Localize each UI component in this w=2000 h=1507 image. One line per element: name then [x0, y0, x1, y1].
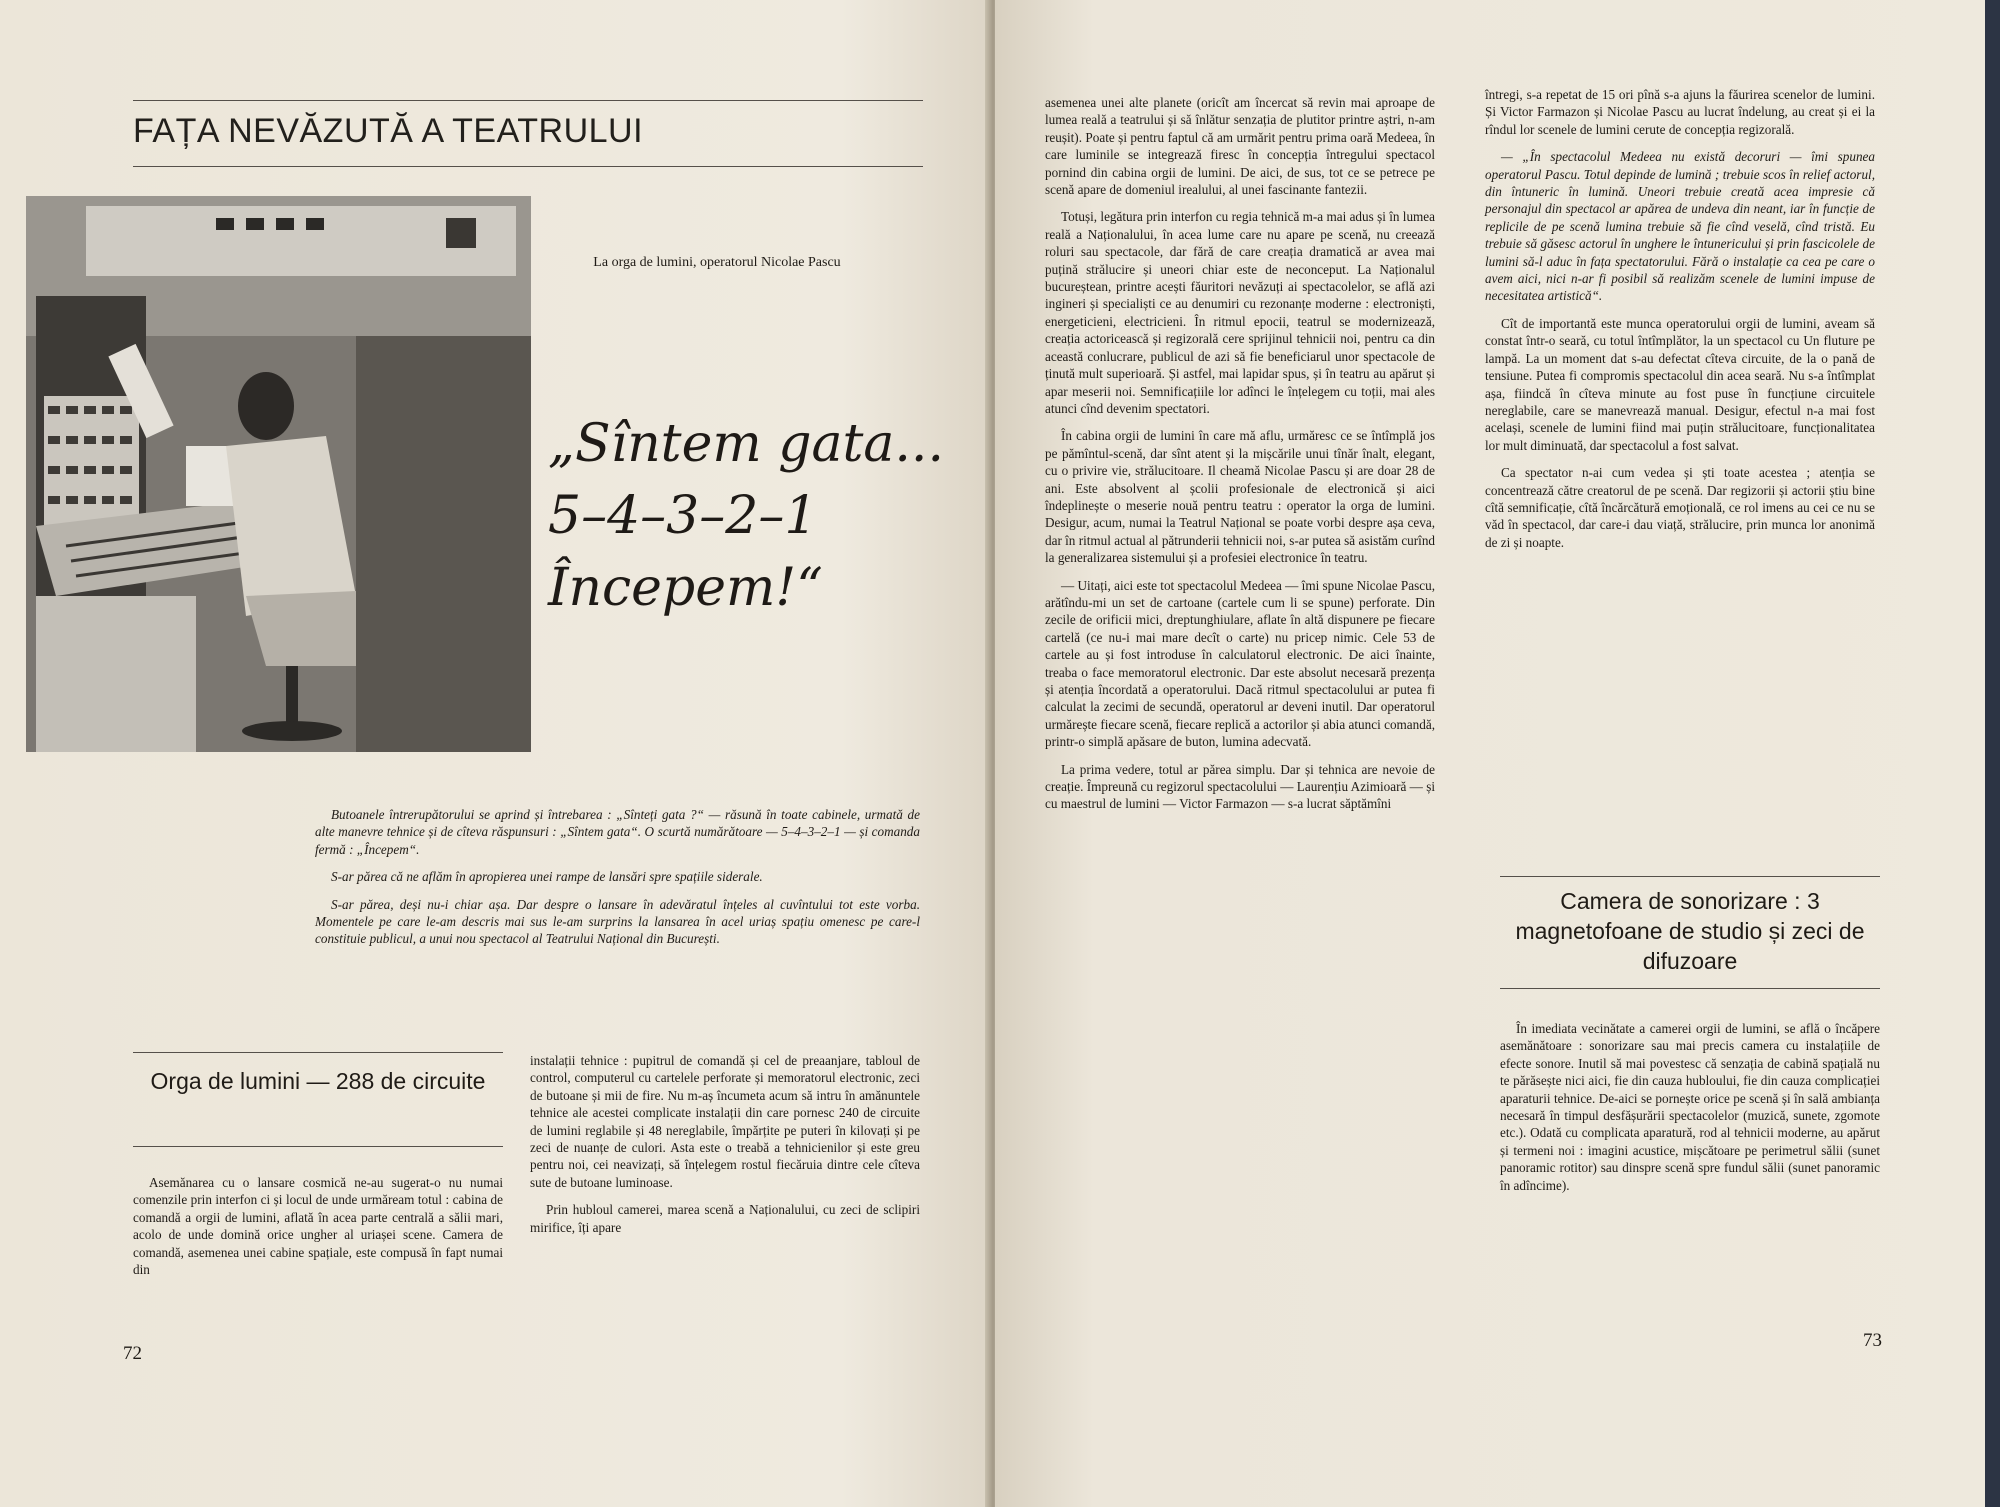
body-paragraph: Asemănarea cu o lansare cosmică ne-au sugerat-o nu numai comenzile prin interfon ci și locul de unde urmăream totul : cabina de comandă a orgii de lumini, aflată în acea parte centrală a sălii mari, acolo de unde domină orice ungher al uriașei scene. Camera de comandă, asemenea unei cabine spațiale, este compusă în fapt numai din — [133, 1175, 503, 1278]
photo-caption: La orga de lumini, operatorul Nicolae Pascu — [593, 255, 841, 270]
quote-line-3: Începem!“ — [548, 558, 823, 618]
sonorizare-subhead: Camera de sonorizare : 3 magnetofoane de studio și zeci de difuzoare — [1515, 888, 1865, 974]
body-paragraph: — Uitați, aici este tot spectacolul Medeea — îmi spune Nicolae Pascu, arătîndu-mi un set de cartoane (cartele cum li se spune) perforate. Din zecile de orificii mici, dreptunghiulare, aflate în altă dispunere pe fiecare cartelă (ce nu-i mai mare decît o carte) nu pricep nimic. Cele 53 de cartele au și fost introduse în calculatorul electronic. De aici înainte, treaba o face memoratorul electronic. Dar este absolut necesară prezența și atenția încordată a operatorului. Dacă ritmul spectacolului ar putea fi calculat la zecimi de secundă, operatorul ar deveni inutil. Dar operatorul urmărește fiecare scenă, fiecare replică a actorilor și abia atunci comandă, printr-o simplă apăsare de buton, lumina adecvată. — [1045, 577, 1435, 750]
right-page — [995, 0, 1985, 1507]
intro-paragraph: S-ar părea, deși nu-i chiar așa. Dar despre o lansare în adevăratul înțeles al cuvîntului tot este vorba. Momentele pe care le-am descris mai sus le-am surprins la lansarea în acel uriaș spațiu omenesc pe care-l constituie publicul, a unui nou spectacol al Teatrului Național din București. — [315, 896, 920, 947]
left-column-1 — [133, 1174, 503, 1288]
title-rule-bottom — [133, 166, 923, 167]
subhead-rule-bottom — [133, 1146, 503, 1147]
quote-title — [548, 408, 978, 624]
quote-line-1: „Sîntem gata... — [548, 414, 944, 474]
body-paragraph: asemenea unei alte planete (oricît am încercat să revin mai aproape de lumea reală a teatrului și să înlătur senzația de plutitor printre aștri, n-am reușit). Poate și pentru faptul că am urmărit pentru prima oară Medeea, în care luminile se integrează firesc în concepția întregului spectacol pornind din cabina orgii de lumini. De aici, de sus, tot ce se petrece pe scenă apare de domeniul irealului, al unei fascinante fantezii. — [1045, 95, 1435, 198]
subhead-rule-top — [1500, 876, 1880, 877]
operator-photo — [26, 196, 531, 752]
body-paragraph: La prima vedere, totul ar părea simplu. Dar și tehnica are nevoie de creație. Împreună cu regizorul spectacolului — Laurențiu Azimioară — și cu maestrul de lumini — Victor Farmazon — s-a lucrat săptămîni — [1045, 761, 1435, 812]
title-rule-top — [133, 100, 923, 101]
body-paragraph: În cabina orgii de lumini în care mă aflu, urmăresc ce se întîmplă jos pe pămîntul-scenă, dar sînt atent și la mișcările unui tînăr înalt, elegant, cu o privire vie, strălucitoare. Il cheamă Nicolae Pascu și are doar 28 de ani. Este absolvent al școlii profesionale de electronică și aici îndeplinește o meserie nouă pentru teatru : operator la orga de lumini. Desigur, acum, numai la Teatrul Național se poate vorbi despre așa ceva, dar în ritmul actual al pătrunderii tehnicii noi, s-ar putea să asistăm curînd la generalizarea sistemului și a profesiei electronice în teatru. — [1045, 428, 1436, 566]
intro-paragraph: Butoanele întrerupătorului se aprind și întrebarea : „Sînteți gata ?“ — răsună în toate cabinele, urmată de alte manevre tehnice și de cîteva răspunsuri : „Sîntem gata“. O scurtă numărătoare — 5–4–3–2–1 — și comanda fermă : „Începem“. — [315, 807, 920, 857]
body-paragraph: Ca spectator n-ai cum vedea și ști toate acestea ; atenția se concentrează către creatorul de pe scenă. Dar regizorii și actorii știu bine cîtă semnificație, cîtă încărcătură emoțională, ce rol imens au cei ce nu se văd în spectacol, dar care-i dau viață, strălucire, prin munca lor anonimă de zi și noapte. — [1485, 465, 1875, 550]
body-paragraph: instalații tehnice : pupitrul de comandă și cel de preaanjare, tabloul de control, computerul cu cartelele perforate și memoratorul electronic, zeci de butoane și mii de fire. Nu m-aș încumeta acum să intru în amănuntele tehnice ale acestei complicate instalații din care pornesc 240 de circuite de lumini reglabile și 48 nereglabile, împărțite pe puteri în kilovați și pe zeci de nuanțe de culori. Asta este o treabă a tehnicienilor și este greu pentru noi, cei neavizați, să înțelegem rostul fiecăruia dintre cele cîteva sute de butoane luminoase. — [530, 1053, 920, 1190]
body-paragraph: — „În spectacolul Medeea nu există decoruri — îmi spunea operatorul Pascu. Totul depinde de lumină ; trebuie scos în relief actorul, din întuneric în lumină. Uneori trebuie creată acea impresie că personajul din spectacol ar apărea de undeva din neant, iar în funcție de replicile de pe scenă lumina trebuie să fie cînd veselă, cînd tristă. Eu trebuie să găsesc actorul în unghere le întunericului și prin fascicolele de lumini să-l aduc în fața spectatorului. Fără o instalație ca cea pe care o avem aici, nici n-ar fi posibil să realizăm scenele de lumini impuse de necesitatea artistică“. — [1485, 149, 1875, 304]
right-column-1 — [1045, 94, 1435, 823]
right-column-3 — [1500, 1020, 1880, 1204]
page-number-left: 72 — [123, 1343, 142, 1364]
left-page — [0, 0, 990, 1507]
body-paragraph: Totuși, legătura prin interfon cu regia tehnică m-a mai adus și în lumea reală a Naționalului, în acea lume care nu apare pe scenă, nu creează roluri sau spectacole, dar fără de care creația dramatică ar avea mai puțină strălucire și uneori chiar este de neconceput. La Naționalul bucureștean, printre acești făuritori nevăzuți ai spectacolelor, se află azi ingineri și specialiști ce au denumiri cu rezonanțe moderne : electroniști, energeticieni, electricieni. În ritmul epocii, teatrul se modernizează, creația actoricească și regizorală cere sprijinul tehnicii noi, pentru ca din această conlucrare, publicul de azi să fie beneficiarul unor spectacole de ținută mult superioară. Și astfel, mai lapidar spus, și în teatru au apărut și apar meserii noi. Semnificațiile lor adînci le înțelegem cu toții, mai ales atunci cînd devenim spectatori. — [1045, 209, 1435, 416]
body-paragraph: În imediata vecinătate a camerei orgii de lumini, se află o încăpere asemănătoare : sonorizare sau mai precis camera cu instalațiile de efecte sonore. Inutil să mai povestesc că senzația de cabină spațială nu te părăsește nici aici, fie din cauza hubloului, fie din cauza complicației aparaturii tehnice. De-aici se pornește orice pe scenă și în sală ambianța necesară în timpul desfășurării spectacolelor (muzică, sunete, zgomote etc.). Odată cu complicata aparatură, rod al tehnicii moderne, au apărut și termeni noi : imagini acustice, mișcătoare pe perimetrul sălii (sunet panoramic rotitor) sau dinspre scenă spre fundul sălii (sunet panoramic în adîncime). — [1500, 1021, 1880, 1193]
book-cover-edge — [1985, 0, 2000, 1507]
section-title: FAȚA NEVĂZUTĂ A TEATRULUI — [133, 112, 644, 150]
orga-subhead: Orga de lumini — 288 de circuite — [150, 1068, 486, 1094]
subhead-rule-top — [133, 1052, 503, 1053]
intro-paragraph: S-ar părea că ne aflăm în apropierea unei rampe de lansări spre spațiile siderale. — [331, 869, 763, 885]
subhead-rule-bottom — [1500, 988, 1880, 989]
body-paragraph: Prin hubloul camerei, marea scenă a Naționalului, cu zeci de sclipiri mirifice, îți apare — [530, 1202, 920, 1235]
page-number-right: 73 — [1863, 1330, 1882, 1351]
quote-line-2: 5–4–3–2–1 — [548, 486, 818, 546]
right-column-2 — [1485, 86, 1875, 561]
intro-text — [315, 806, 920, 958]
body-paragraph: întregi, s-a repetat de 15 ori pînă s-a ajuns la făurirea scenelor de lumini. Și Victor Farmazon și Nicolae Pascu au lucrat îndelung, au creat și ei la rîndul lor scenele de lumini cerute de concepția regizorală. — [1485, 87, 1875, 137]
left-column-2 — [530, 1052, 920, 1246]
body-paragraph: Cît de importantă este munca operatorului orgii de lumini, aveam să constat într-o seară, cu totul întîmplător, la un spectacol cu Un fluture pe lampă. La un moment dat s-au defectat cîteva circuite, de la o pană de tensiune. Putea fi compromis spectacolul din acea seară. Nu s-a întîmplat așa, fiindcă în cîteva minute au fost puse în funcțiune circuitele nereglabile, care se manevrează manual. Desigur, efectul n-a mai fost același, scenele de lumini fiind mai puțin strălucitoare, funcționalitatea lor mult diminuată, dar spectacolul a fost salvat. — [1485, 315, 1875, 453]
